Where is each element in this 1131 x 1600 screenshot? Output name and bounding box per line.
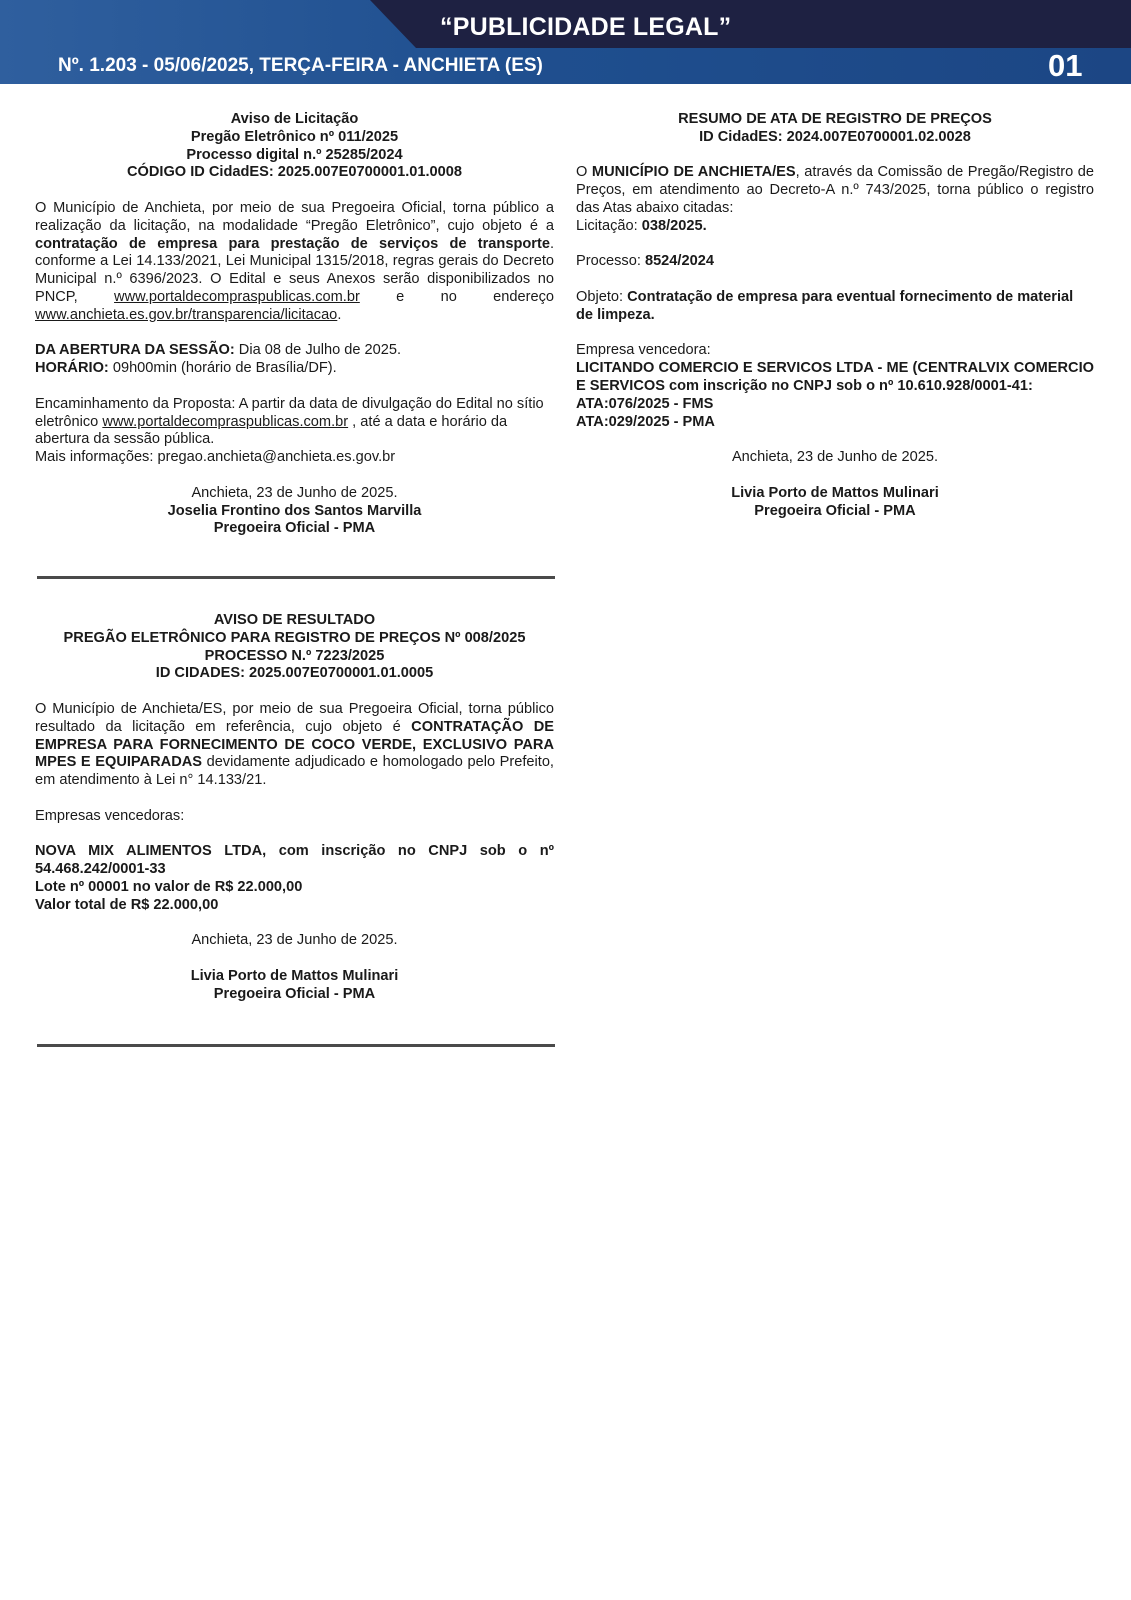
notice-body xyxy=(35,701,554,790)
signer-name: Livia Porto de Mattos Mulinari xyxy=(190,967,399,984)
notice-subtitle: Pregão Eletrônico nº 011/2025 xyxy=(190,128,399,145)
notice-code: CÓDIGO ID CidadES: 2025.007E0700001.01.0008 xyxy=(126,164,463,181)
notice-code: ID CIDADES: 2025.007E0700001.01.0005 xyxy=(155,665,434,682)
notice-body xyxy=(35,200,554,325)
winner-company: LICITANDO COMERCIO E SERVICOS LTDA - ME (CENTRALVIX COMERCIO E SERVICOS com inscrição no CNPJ sob o nº 10.610.928/0001-41: xyxy=(576,360,1094,394)
time-value: 09h00min (horário de Brasília/DF). xyxy=(108,360,337,377)
portal-link[interactable]: www.portaldecompraspublicas.com.br xyxy=(114,288,360,305)
object-line xyxy=(576,289,1094,325)
body-text: O xyxy=(576,164,592,181)
signer-role: Pregoeira Oficial - PMA xyxy=(213,520,376,537)
body-text: O Município de Anchieta, por meio de sua Pregoeira Oficial, torna público a realização da licitação, na modalidade “Pregão Eletrônico”, cujo objeto é a xyxy=(35,199,554,234)
notice-resumo-ata xyxy=(576,111,1094,520)
body-object: CONTRATAÇÃO DE EMPRESA PARA FORNECIMENTO DE COCO VERDE, EXCLUSIVO PARA MPES E EQUIPARADAS xyxy=(35,718,554,771)
notice-code: ID CidadES: 2024.007E0700001.02.0028 xyxy=(699,128,971,145)
notice-aviso-licitacao xyxy=(35,111,554,538)
object-label: Objeto: xyxy=(576,288,628,305)
opening-label: DA ABERTURA DA SESSÃO: xyxy=(35,342,235,359)
signer-role: Pregoeira Oficial - PMA xyxy=(213,985,376,1002)
body-text: O Município de Anchieta/ES, por meio de sua Pregoeira Oficial, torna público resultado da licitação em referência, cujo objeto é xyxy=(35,700,554,735)
body-municipality: MUNICÍPIO DE ANCHIETA/ES xyxy=(591,164,796,181)
total-value: Valor total de R$ 22.000,00 xyxy=(35,896,219,913)
more-info: Mais informações: pregao.anchieta@anchieta.es.gov.br xyxy=(35,449,396,466)
notice-body xyxy=(576,164,1094,217)
ata-pma: ATA:029/2025 - PMA xyxy=(576,413,715,430)
page-header xyxy=(0,0,1131,84)
edition-line: Nº. 1.203 - 05/06/2025, TERÇA-FEIRA - ANCHIETA (ES) xyxy=(58,55,543,76)
notice-aviso-resultado xyxy=(35,612,554,1004)
signature-date: Anchieta, 23 de Junho de 2025. xyxy=(191,484,398,501)
signature-date: Anchieta, 23 de Junho de 2025. xyxy=(731,449,939,466)
body-text: , até a data e horário da abertura da sessão pública. xyxy=(35,413,508,448)
portal-link[interactable]: www.portaldecompraspublicas.com.br xyxy=(102,413,349,430)
notice-title: Aviso de Licitação xyxy=(230,111,359,127)
winner-label: Empresa vencedora: xyxy=(576,342,711,359)
section-divider xyxy=(37,1044,555,1047)
notice-process: Processo digital n.º 25285/2024 xyxy=(186,146,403,163)
notice-title: RESUMO DE ATA DE REGISTRO DE PREÇOS xyxy=(678,111,992,127)
bid-number xyxy=(576,218,1094,236)
proposal-submission xyxy=(35,396,554,449)
bid-value: 038/2025. xyxy=(641,217,707,234)
body-text: , através da Comissão de Pregão/Registro de Preços, em atendimento ao Decreto-A n.º 743/2025, torna público o registro das Atas abaixo citadas: xyxy=(576,164,1095,216)
signer-role: Pregoeira Oficial - PMA xyxy=(754,502,916,519)
winner-company: NOVA MIX ALIMENTOS LTDA, com inscrição no CNPJ sob o nº 54.468.242/0001-33 xyxy=(35,843,554,878)
section-divider xyxy=(37,576,555,579)
body-text: . xyxy=(337,306,342,323)
notice-process: PROCESSO N.º 7223/2025 xyxy=(204,647,385,664)
body-text: devidamente adjudicado e homologado pelo Prefeito, em atendimento à Lei n° 14.133/21. xyxy=(35,754,554,789)
process-label: Processo: xyxy=(576,253,645,270)
publication-title: “PUBLICIDADE LEGAL” xyxy=(440,13,732,41)
page-number: 01 xyxy=(1048,48,1083,83)
ata-fms: ATA:076/2025 - FMS xyxy=(576,395,714,412)
signer-name: Livia Porto de Mattos Mulinari xyxy=(731,484,939,501)
notice-title: AVISO DE RESULTADO xyxy=(213,612,376,628)
signature-date: Anchieta, 23 de Junho de 2025. xyxy=(191,932,398,949)
opening-value: Dia 08 de Julho de 2025. xyxy=(234,342,402,359)
session-opening xyxy=(35,342,554,360)
time-label: HORÁRIO: xyxy=(35,360,109,377)
body-text: e no endereço xyxy=(359,288,554,305)
body-text: . conforme a Lei 14.133/2021, Lei Municipal 1315/2018, regras gerais do Decreto Municipal n.º 6396/2023. O Edital e seus Anexos serão disponibilizados no PNCP, xyxy=(35,235,554,305)
signer-name: Joselia Frontino dos Santos Marvilla xyxy=(167,502,422,519)
bid-label: Licitação: xyxy=(576,217,642,234)
transparency-link[interactable]: www.anchieta.es.gov.br/transparencia/licitacao xyxy=(35,306,338,323)
winners-label: Empresas vencedoras: xyxy=(35,807,185,824)
lot-value: Lote nº 00001 no valor de R$ 22.000,00 xyxy=(35,878,303,895)
body-object: contratação de empresa para prestação de serviços de transporte xyxy=(35,235,550,252)
session-time xyxy=(35,360,554,378)
process-number xyxy=(576,253,1094,271)
body-text: Encaminhamento da Proposta: A partir da data de divulgação do Edital no sítio eletrônico xyxy=(35,395,544,430)
process-value: 8524/2024 xyxy=(644,253,714,270)
object-value: Contratação de empresa para eventual fornecimento de material de limpeza. xyxy=(576,288,1074,323)
notice-subtitle: PREGÃO ELETRÔNICO PARA REGISTRO DE PREÇOS Nº 008/2025 xyxy=(63,629,526,646)
